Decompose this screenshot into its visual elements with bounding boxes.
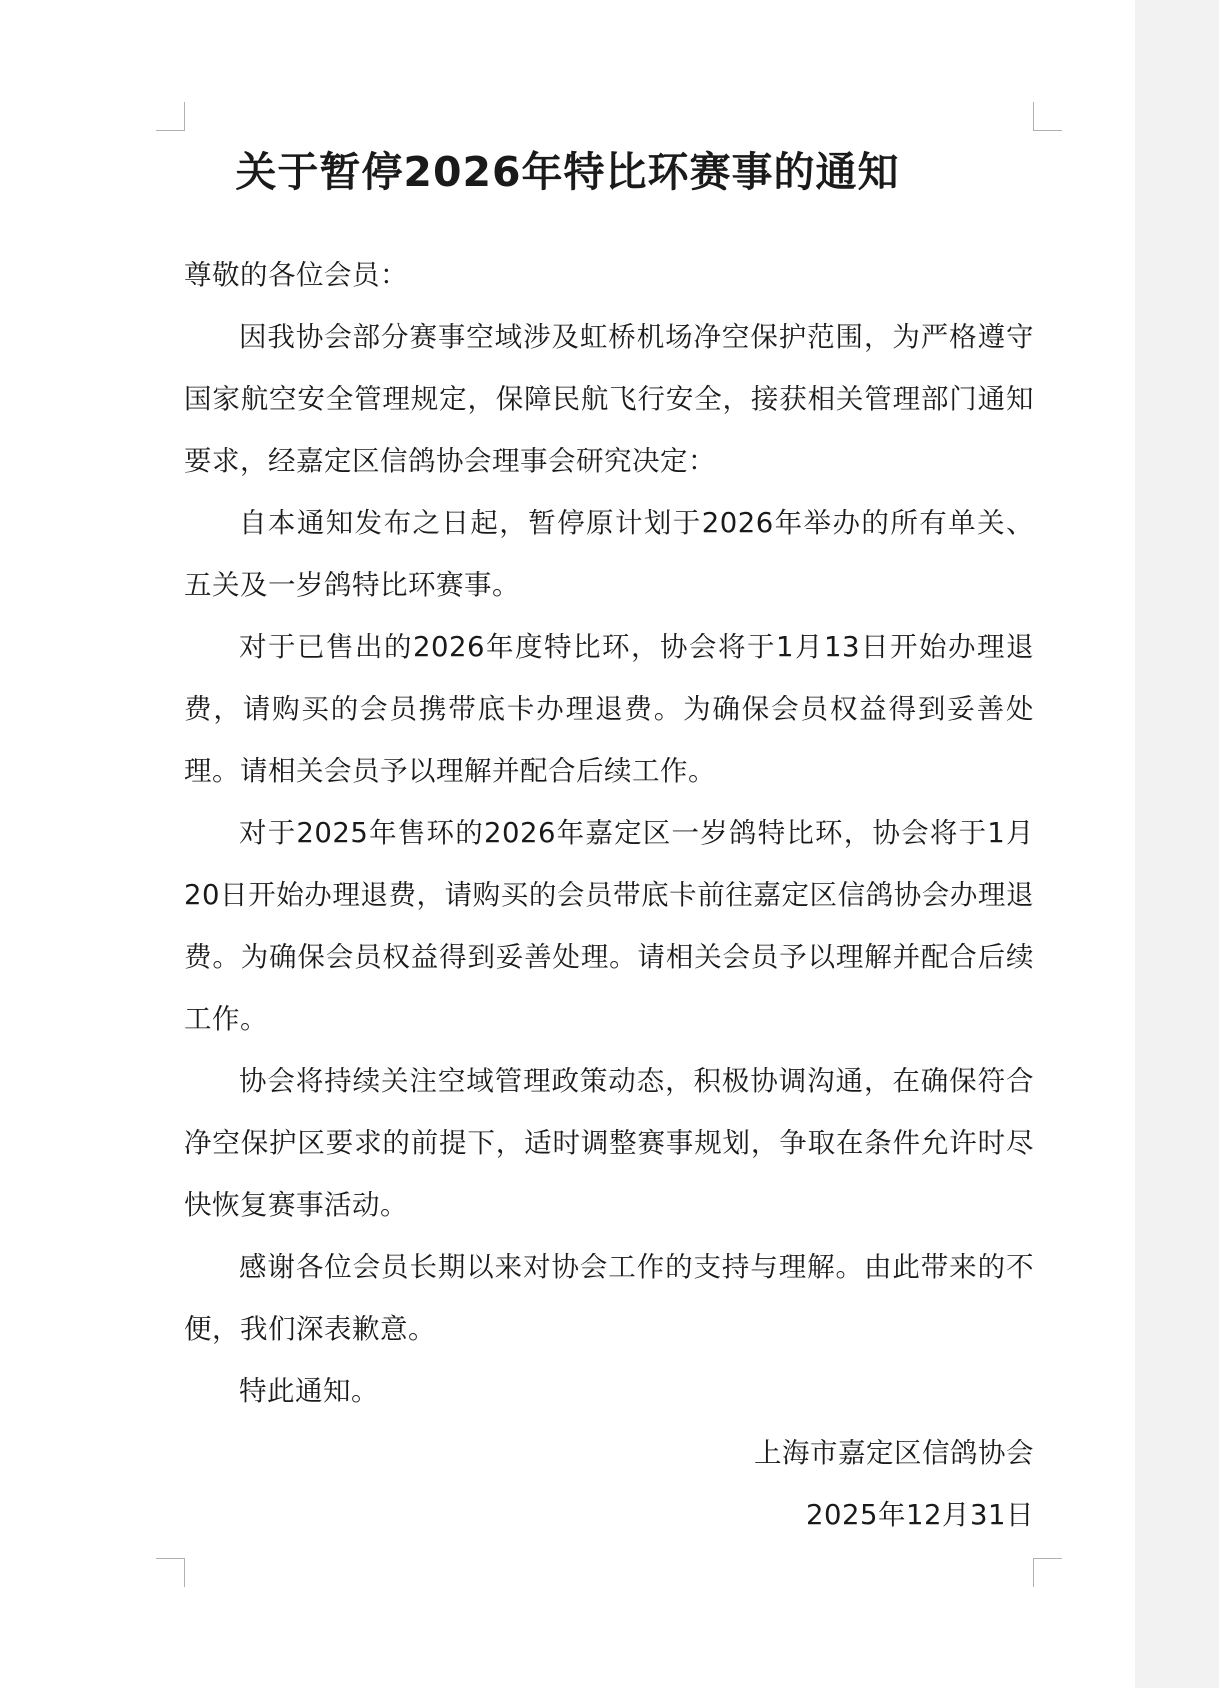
document-title: 关于暂停2026年特比环赛事的通知: [235, 148, 900, 196]
paragraph-5: 协会将持续关注空域管理政策动态，积极协调沟通，在确保符合净空保护区要求的前提下，适时调整赛事规划，争取在条件允许时尽快恢复赛事活动。: [184, 1065, 1034, 1221]
corner-mark-top-right: [1033, 102, 1062, 131]
corner-mark-bottom-right: [1033, 1558, 1062, 1587]
paragraph-4: 对于2025年售环的2026年嘉定区一岁鸽特比环，协会将于1月20日开始办理退费，请购买的会员带底卡前往嘉定区信鸽协会办理退费。为确保会员权益得到妥善处理。请相关会员予以理解并配合后续工作。: [184, 817, 1034, 1035]
signature: 上海市嘉定区信鸽协会: [754, 1437, 1034, 1469]
document-date: 2025年12月31日: [806, 1499, 1034, 1531]
paragraph-3: 对于已售出的2026年度特比环，协会将于1月13日开始办理退费，请购买的会员携带底卡办理退费。为确保会员权益得到妥善处理。请相关会员予以理解并配合后续工作。: [184, 631, 1034, 787]
viewer-side-gutter: [1135, 0, 1219, 1688]
document-body: [184, 244, 1034, 1546]
paragraph-2: 自本通知发布之日起，暂停原计划于2026年举办的所有单关、五关及一岁鸽特比环赛事。: [184, 507, 1034, 601]
corner-mark-top-left: [156, 102, 185, 131]
corner-mark-bottom-left: [156, 1558, 185, 1587]
paragraph-7: 特此通知。: [239, 1375, 379, 1407]
greeting: 尊敬的各位会员：: [184, 259, 408, 291]
paragraph-6: 感谢各位会员长期以来对协会工作的支持与理解。由此带来的不便，我们深表歉意。: [184, 1251, 1034, 1345]
paragraph-1: 因我协会部分赛事空域涉及虹桥机场净空保护范围，为严格遵守国家航空安全管理规定，保障民航飞行安全，接获相关管理部门通知要求，经嘉定区信鸽协会理事会研究决定：: [184, 321, 1034, 477]
